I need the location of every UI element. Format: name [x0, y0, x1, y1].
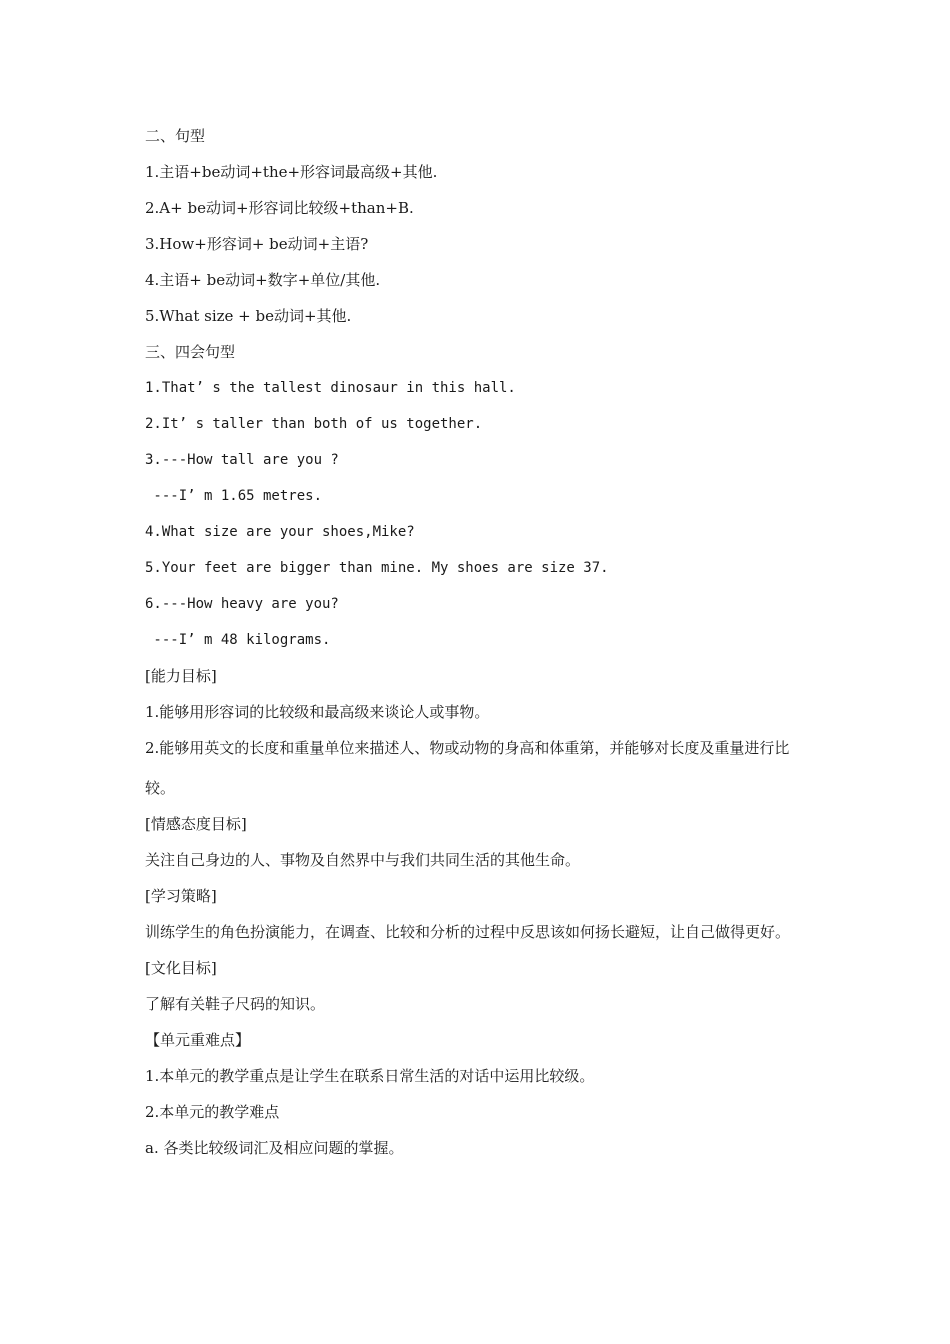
example-sentence: ---I’ m 1.65 metres. [145, 488, 323, 504]
section-heading-learning-strategy: [学习策略] [145, 887, 217, 905]
section-heading-sentence-patterns: 二、句型 [145, 127, 206, 145]
section-heading-ability-goals: [能力目标] [145, 667, 217, 685]
learning-strategy-text: 训练学生的角色扮演能力，在调查、比较和分析的过程中反思该如何扬长避短，让自己做得更好。 [145, 923, 791, 941]
pattern-line: 4.主语+ be动词+数字+单位/其他. [145, 271, 381, 289]
example-sentence: 5.Your feet are bigger than mine. My shoes are size 37. [145, 560, 609, 576]
example-sentence: 3.---How tall are you ? [145, 452, 339, 468]
pattern-line: 3.How+形容词+ be动词+主语? [145, 235, 369, 253]
section-heading-four-skills: 三、四会句型 [145, 343, 236, 361]
pattern-line: 2.A+ be动词+形容词比较级+than+B. [145, 199, 414, 217]
pattern-line: 5.What size + be动词+其他. [145, 307, 352, 325]
example-sentence: 4.What size are your shoes,Mike? [145, 524, 415, 540]
example-sentence: 1.That’ s the tallest dinosaur in this hall. [145, 380, 516, 396]
pattern-line: 1.主语+be动词+the+形容词最高级+其他. [145, 163, 438, 181]
section-heading-culture-goals: [文化目标] [145, 959, 217, 977]
section-heading-emotion-goals: [情感态度目标] [145, 815, 247, 833]
example-sentence: ---I’ m 48 kilograms. [145, 632, 331, 648]
emotion-goal-text: 关注自己身边的人、事物及自然界中与我们共同生活的其他生命。 [145, 851, 581, 869]
goal-line: 2.能够用英文的长度和重量单位来描述人、物或动物的身高和体重第，并能够对长度及重量进行比较。 [145, 739, 790, 797]
document-page [145, 122, 815, 1170]
section-heading-unit-key-points: 【单元重难点】 [145, 1031, 251, 1049]
key-point-line: a. 各类比较级词汇及相应问题的掌握。 [145, 1139, 404, 1157]
key-point-line: 1.本单元的教学重点是让学生在联系日常生活的对话中运用比较级。 [145, 1067, 595, 1085]
example-sentence: 6.---How heavy are you? [145, 596, 339, 612]
goal-line: 1.能够用形容词的比较级和最高级来谈论人或事物。 [145, 703, 490, 721]
key-point-line: 2.本单元的教学难点 [145, 1103, 280, 1121]
culture-goal-text: 了解有关鞋子尺码的知识。 [145, 995, 326, 1013]
example-sentence: 2.It’ s taller than both of us together. [145, 416, 483, 432]
